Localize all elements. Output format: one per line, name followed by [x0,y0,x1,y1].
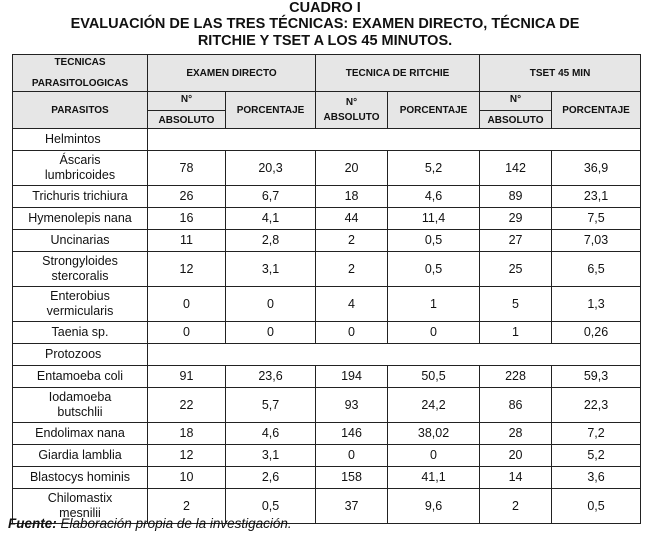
examen-directo-absoluto-cell: 11 [148,230,226,252]
section-label: Protozoos [13,344,148,366]
header-t-porcentaje: PORCENTAJE [552,92,641,129]
tset-porcentaje-cell: 5,2 [552,445,641,467]
table-row [13,366,641,388]
ritchie-absoluto-cell: 44 [316,208,388,230]
ritchie-absoluto-cell: 4 [316,287,388,322]
ritchie-porcentaje-cell: 0,5 [388,230,480,252]
parasite-name [13,252,148,287]
examen-directo-absoluto-cell: 91 [148,366,226,388]
ritchie-porcentaje-cell: 24,2 [388,388,480,423]
table-row [13,322,641,344]
tset-porcentaje-cell: 6,5 [552,252,641,287]
tset-porcentaje-cell: 0,5 [552,489,641,524]
tset-porcentaje-cell: 7,5 [552,208,641,230]
tset-porcentaje-cell: 7,03 [552,230,641,252]
header-tecnicas-line2: PARASITOLOGICAS [31,78,129,89]
absoluto-label: ABSOLUTO [323,112,380,123]
tset-absoluto-cell: 27 [480,230,552,252]
results-table [12,54,641,524]
parasite-name [13,445,148,467]
tset-porcentaje-cell: 1,3 [552,287,641,322]
examen-directo-absoluto-cell: 26 [148,186,226,208]
parasite-name [13,423,148,445]
absoluto-label: ABSOLUTO [148,110,225,128]
parasite-name-line1: Blastocys hominis [29,470,131,484]
section-empty-cell [148,129,641,151]
ritchie-absoluto-cell: 158 [316,467,388,489]
examen-directo-porcentaje-cell: 4,1 [226,208,316,230]
parasite-name-line2: stercoralis [51,269,109,283]
tset-porcentaje-cell: 59,3 [552,366,641,388]
ritchie-porcentaje-cell: 4,6 [388,186,480,208]
ritchie-porcentaje-cell: 50,5 [388,366,480,388]
header-tecnicas [13,55,148,92]
header-parasitos: PARASITOS [13,92,148,129]
parasite-name-line2: vermicularis [46,304,114,318]
parasite-name-line1: Chilomastix [47,491,113,505]
header-examen-directo: EXAMEN DIRECTO [148,55,316,92]
table-row [13,252,641,287]
examen-directo-porcentaje-cell: 6,7 [226,186,316,208]
parasite-name-line1: Enterobius [50,289,110,303]
ritchie-porcentaje-cell: 38,02 [388,423,480,445]
ritchie-absoluto-cell: 37 [316,489,388,524]
tset-absoluto-cell: 28 [480,423,552,445]
section-row [13,344,641,366]
tset-absoluto-cell: 228 [480,366,552,388]
ritchie-absoluto-cell: 18 [316,186,388,208]
parasite-name-line2: mesnilii [59,506,101,520]
parasite-name-line1: Giardia lamblia [38,448,122,462]
examen-directo-porcentaje-cell: 2,8 [226,230,316,252]
table-subtitle-line2: RITCHIE Y TSET A LOS 45 MINUTOS. [197,33,453,49]
source-text: Elaboración propia de la investigación. [60,516,292,531]
table-row [13,467,641,489]
ritchie-absoluto-cell: 2 [316,230,388,252]
section-label: Helmintos [13,129,148,151]
tset-porcentaje-cell: 7,2 [552,423,641,445]
examen-directo-absoluto-cell: 16 [148,208,226,230]
n-symbol: N° [345,97,358,108]
examen-directo-absoluto-cell: 0 [148,287,226,322]
tset-absoluto-cell: 86 [480,388,552,423]
ritchie-porcentaje-cell: 0 [388,322,480,344]
tset-absoluto-cell: 2 [480,489,552,524]
table-row [13,208,641,230]
parasite-name-line1: Trichuris trichiura [32,189,128,203]
header-tset: TSET 45 MIN [480,55,641,92]
parasite-name [13,366,148,388]
ritchie-porcentaje-cell: 0 [388,445,480,467]
ritchie-porcentaje-cell: 0,5 [388,252,480,287]
ritchie-porcentaje-cell: 5,2 [388,151,480,186]
examen-directo-absoluto-cell: 0 [148,322,226,344]
source-note [8,516,292,531]
table-row [13,445,641,467]
parasite-name [13,467,148,489]
ritchie-absoluto-cell: 0 [316,445,388,467]
parasite-name [13,151,148,186]
tset-porcentaje-cell: 22,3 [552,388,641,423]
table-row [13,388,641,423]
examen-directo-absoluto-cell: 78 [148,151,226,186]
examen-directo-porcentaje-cell: 3,1 [226,445,316,467]
tset-porcentaje-cell: 0,26 [552,322,641,344]
parasite-name [13,230,148,252]
table-title: CUADRO I [289,0,361,16]
header-r-absoluto [316,92,388,129]
header-tecnica-ritchie: TECNICA DE RITCHIE [316,55,480,92]
parasite-name [13,287,148,322]
parasite-name-line1: Entamoeba coli [36,369,124,383]
tset-absoluto-cell: 5 [480,287,552,322]
header-ed-absoluto [148,92,226,129]
parasite-name [13,388,148,423]
table-row [13,151,641,186]
tset-porcentaje-cell: 3,6 [552,467,641,489]
table-row [13,287,641,322]
tset-absoluto-cell: 29 [480,208,552,230]
tset-absoluto-cell: 25 [480,252,552,287]
n-symbol: N° [180,94,193,105]
parasite-name [13,186,148,208]
examen-directo-absoluto-cell: 2 [148,489,226,524]
header-ed-porcentaje: PORCENTAJE [226,92,316,129]
examen-directo-absoluto-cell: 18 [148,423,226,445]
parasite-name-line2: lumbricoides [44,168,116,182]
table-row [13,423,641,445]
parasite-name-line1: Áscaris [59,153,101,167]
ritchie-absoluto-cell: 0 [316,322,388,344]
tset-absoluto-cell: 1 [480,322,552,344]
header-t-absoluto [480,92,552,129]
source-label: Fuente: [8,516,57,531]
ritchie-porcentaje-cell: 11,4 [388,208,480,230]
examen-directo-porcentaje-cell: 5,7 [226,388,316,423]
ritchie-absoluto-cell: 194 [316,366,388,388]
examen-directo-absoluto-cell: 12 [148,445,226,467]
examen-directo-porcentaje-cell: 0 [226,322,316,344]
ritchie-absoluto-cell: 93 [316,388,388,423]
tset-absoluto-cell: 14 [480,467,552,489]
tset-porcentaje-cell: 36,9 [552,151,641,186]
parasite-name-line1: Iodamoeba [48,390,112,404]
ritchie-porcentaje-cell: 9,6 [388,489,480,524]
parasite-name-line1: Strongyloides [42,254,118,268]
parasite-name [13,208,148,230]
section-empty-cell [148,344,641,366]
examen-directo-porcentaje-cell: 0 [226,287,316,322]
ritchie-porcentaje-cell: 41,1 [388,467,480,489]
ritchie-absoluto-cell: 146 [316,423,388,445]
ritchie-absoluto-cell: 20 [316,151,388,186]
examen-directo-porcentaje-cell: 4,6 [226,423,316,445]
ritchie-porcentaje-cell: 1 [388,287,480,322]
parasite-name-line1: Uncinarias [50,233,110,247]
ritchie-absoluto-cell: 2 [316,252,388,287]
section-row [13,129,641,151]
parasite-name-line1: Taenia sp. [51,325,109,339]
absoluto-label: ABSOLUTO [480,110,551,128]
examen-directo-porcentaje-cell: 23,6 [226,366,316,388]
examen-directo-porcentaje-cell: 0,5 [226,489,316,524]
examen-directo-porcentaje-cell: 2,6 [226,467,316,489]
parasite-name-line1: Hymenolepis nana [28,211,132,225]
examen-directo-absoluto-cell: 12 [148,252,226,287]
tset-absoluto-cell: 89 [480,186,552,208]
parasite-name-line1: Endolimax nana [35,426,125,440]
examen-directo-porcentaje-cell: 3,1 [226,252,316,287]
header-tecnicas-line1: TECNICAS [54,57,106,68]
n-symbol: N° [509,94,522,105]
examen-directo-absoluto-cell: 10 [148,467,226,489]
table-subtitle-line1: EVALUACIÓN DE LAS TRES TÉCNICAS: EXAMEN DIRECTO, TÉCNICA DE [70,16,580,32]
table-row [13,230,641,252]
header-r-porcentaje: PORCENTAJE [388,92,480,129]
table-row [13,186,641,208]
parasite-name [13,322,148,344]
tset-absoluto-cell: 20 [480,445,552,467]
examen-directo-absoluto-cell: 22 [148,388,226,423]
examen-directo-porcentaje-cell: 20,3 [226,151,316,186]
tset-absoluto-cell: 142 [480,151,552,186]
tset-porcentaje-cell: 23,1 [552,186,641,208]
parasite-name-line2: butschlii [57,405,103,419]
